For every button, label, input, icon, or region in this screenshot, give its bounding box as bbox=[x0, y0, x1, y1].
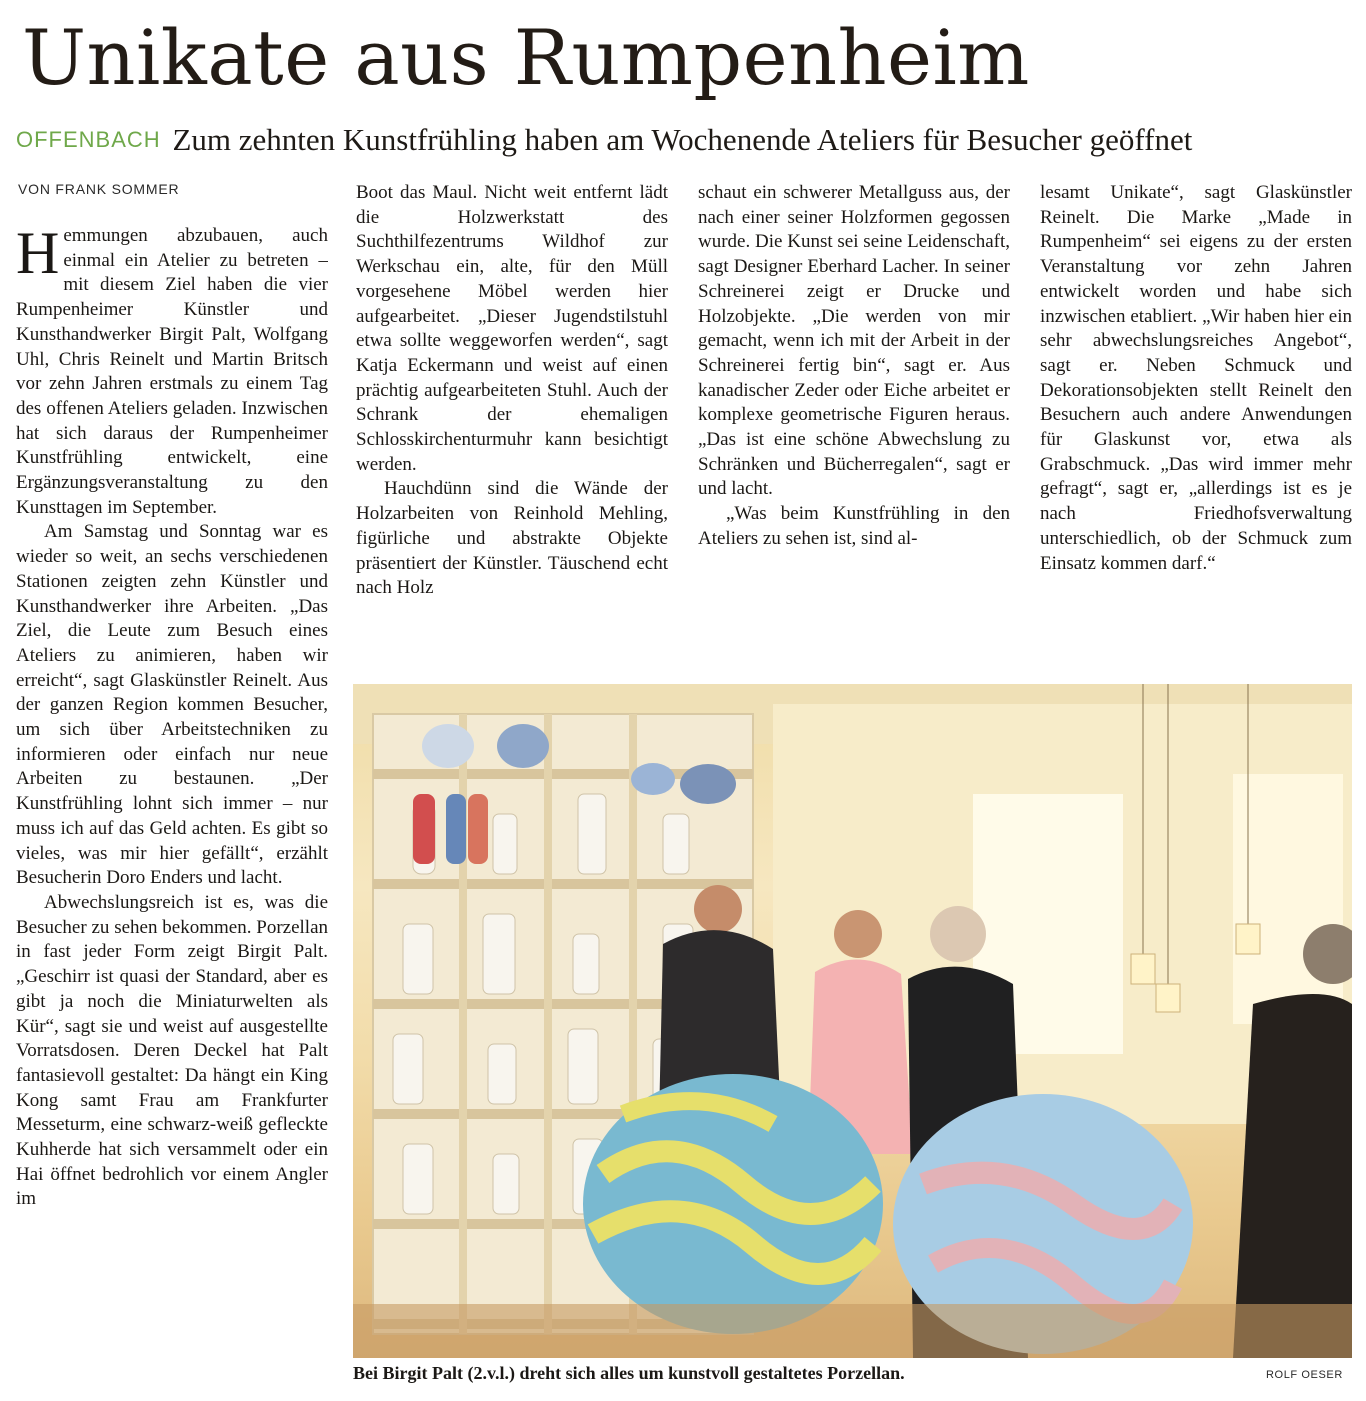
article-column-1 bbox=[16, 224, 328, 1390]
paragraph: schaut ein schwerer Metallguss aus, der nach einer seiner Holzformen gegossen wurde. Die Kunst sei seine Leidenschaft, sagt Designer Eberhard Lacher. In seiner Schreinerei zeigt er Drucke und Holzobjekte. „Die werden von mir gemacht, wenn ich mit der Arbeit in der Schreinerei fertig bin“, sagt er. Aus kanadischer Zeder oder Eiche arbeitet er komplexe geometrische Figuren heraus. „Das ist eine schöne Abwechslung zu Schränken und Bücherregalen“, sagt er und lacht. bbox=[698, 182, 1010, 500]
paragraph: Hauchdünn sind die Wände der Holzarbeiten von Reinhold Mehling, figürliche und abstrakte Objekte präsentiert der Künstler. Täuschend echt nach Holz bbox=[356, 478, 668, 599]
photo-credit: ROLF OESER bbox=[1266, 1369, 1343, 1381]
drop-cap: H bbox=[16, 224, 60, 286]
paragraph: lesamt Unikate“, sagt Glaskünstler Reinelt. Die Marke „Made in Rumpenheim“ sei eigens zu der ersten Veranstaltung vor zehn Jahren entwickelt worden und habe sich inzwischen etabliert. „Wir haben hier ein sehr abwechslungsreiches Angebot“, sagt er. Neben Schmuck und Dekorationsobjekten stellt Reinelt den Besuchern auch andere Anwendungen für Glaskunst vor, etwa als Grabschmuck. „Das wird immer mehr gefragt“, sagt er, „allerdings ist es je nach Friedhofsverwaltung unterschiedlich, ob der Schmuck zum Einsatz kommen darf.“ bbox=[1040, 182, 1352, 574]
photo-illustration bbox=[353, 684, 1352, 1358]
paragraph-text: emmungen abzubauen, auch einmal ein Atelier zu betreten – mit diesem Ziel haben die vier Rumpenheimer Künstler und Kunsthandwerker Birgit Palt, Wolfgang Uhl, Chris Reinelt und Martin Britsch vor zehn Jahren erstmals zu einem Tag des offenen Ateliers geladen. Inzwischen hat sich daraus der Rumpenheimer Kunstfrühling entwickelt, eine Ergänzungsveranstaltung zu den Kunsttagen im September. bbox=[16, 225, 328, 518]
paragraph: „Was beim Kunstfrühling in den Ateliers zu sehen ist, sind al- bbox=[698, 503, 1010, 549]
paragraph: Am Samstag und Sonntag war es wieder so weit, an sechs verschiedenen Stationen zeigten zehn Künstler und Kunsthandwerker ihre Arbeiten. „Das Ziel, die Leute zum Besuch eines Ateliers zu animieren, haben wir erreicht“, sagt Glaskünstler Reinelt. Aus der ganzen Region kommen Besucher, um sich über Arbeitstechniken zu informieren oder einfach nur neue Arbeiten zu bestaunen. „Der Kunstfrühling lohnt sich immer – nur muss ich auf das Geld achten. Es gibt so vieles, was mir hier gefällt“, erzählt Besucherin Doro Enders und lacht. bbox=[16, 521, 328, 889]
article-column-3 bbox=[698, 181, 1010, 626]
paragraph bbox=[16, 224, 328, 520]
paragraph: Boot das Maul. Nicht weit entfernt lädt die Holzwerkstatt des Suchthilfezentrums Wildhof zur Werkschau ein, alte, für den Müll vorgesehene Möbel werden hier aufgearbeitet. „Dieser Jugendstilstuhl etwa sollte weggeworfen werden“, sagt Katja Eckermann und weist auf einen prächtig aufgearbeiteten Stuhl. Auch der Schrank der ehemaligen Schlosskirchenturmuhr kann besichtigt werden. bbox=[356, 182, 668, 475]
photo-caption: Bei Birgit Palt (2.v.l.) dreht sich alles um kunstvoll gestaltetes Porzellan. bbox=[353, 1363, 905, 1383]
window bbox=[1233, 774, 1343, 1024]
byline: VON FRANK SOMMER bbox=[18, 181, 180, 197]
porcelain-sculpture-left bbox=[583, 1074, 883, 1334]
article-photo bbox=[353, 684, 1352, 1358]
article-column-4 bbox=[1040, 181, 1352, 626]
paragraph: Abwechslungsreich ist es, was die Besucher zu sehen bekommen. Porzellan in fast jeder Form zeigt Birgit Palt. „Geschirr ist quasi der Standard, aber es gibt ja noch die Miniaturwelten als Kür“, sagt sie und weist auf ausgestellte Vorratsdosen. Deren Deckel hat Palt fantasievoll gestaltet: Da hängt ein King Kong samt Frau am Frankfurter Messeturm, eine schwarz-weiß gefleckte Kuhherde hat sich versammelt oder ein Hai öffnet bedrohlich vor einem Angler im bbox=[16, 891, 328, 1210]
headline: Unikate aus Rumpenheim bbox=[22, 13, 1030, 102]
subheadline-row bbox=[16, 118, 1356, 162]
kicker-location: OFFENBACH bbox=[16, 127, 161, 152]
bowl bbox=[422, 724, 474, 768]
subheadline: Zum zehnten Kunstfrühling haben am Wochenende Ateliers für Besucher geöffnet bbox=[172, 122, 1193, 157]
article-column-2 bbox=[356, 181, 668, 626]
